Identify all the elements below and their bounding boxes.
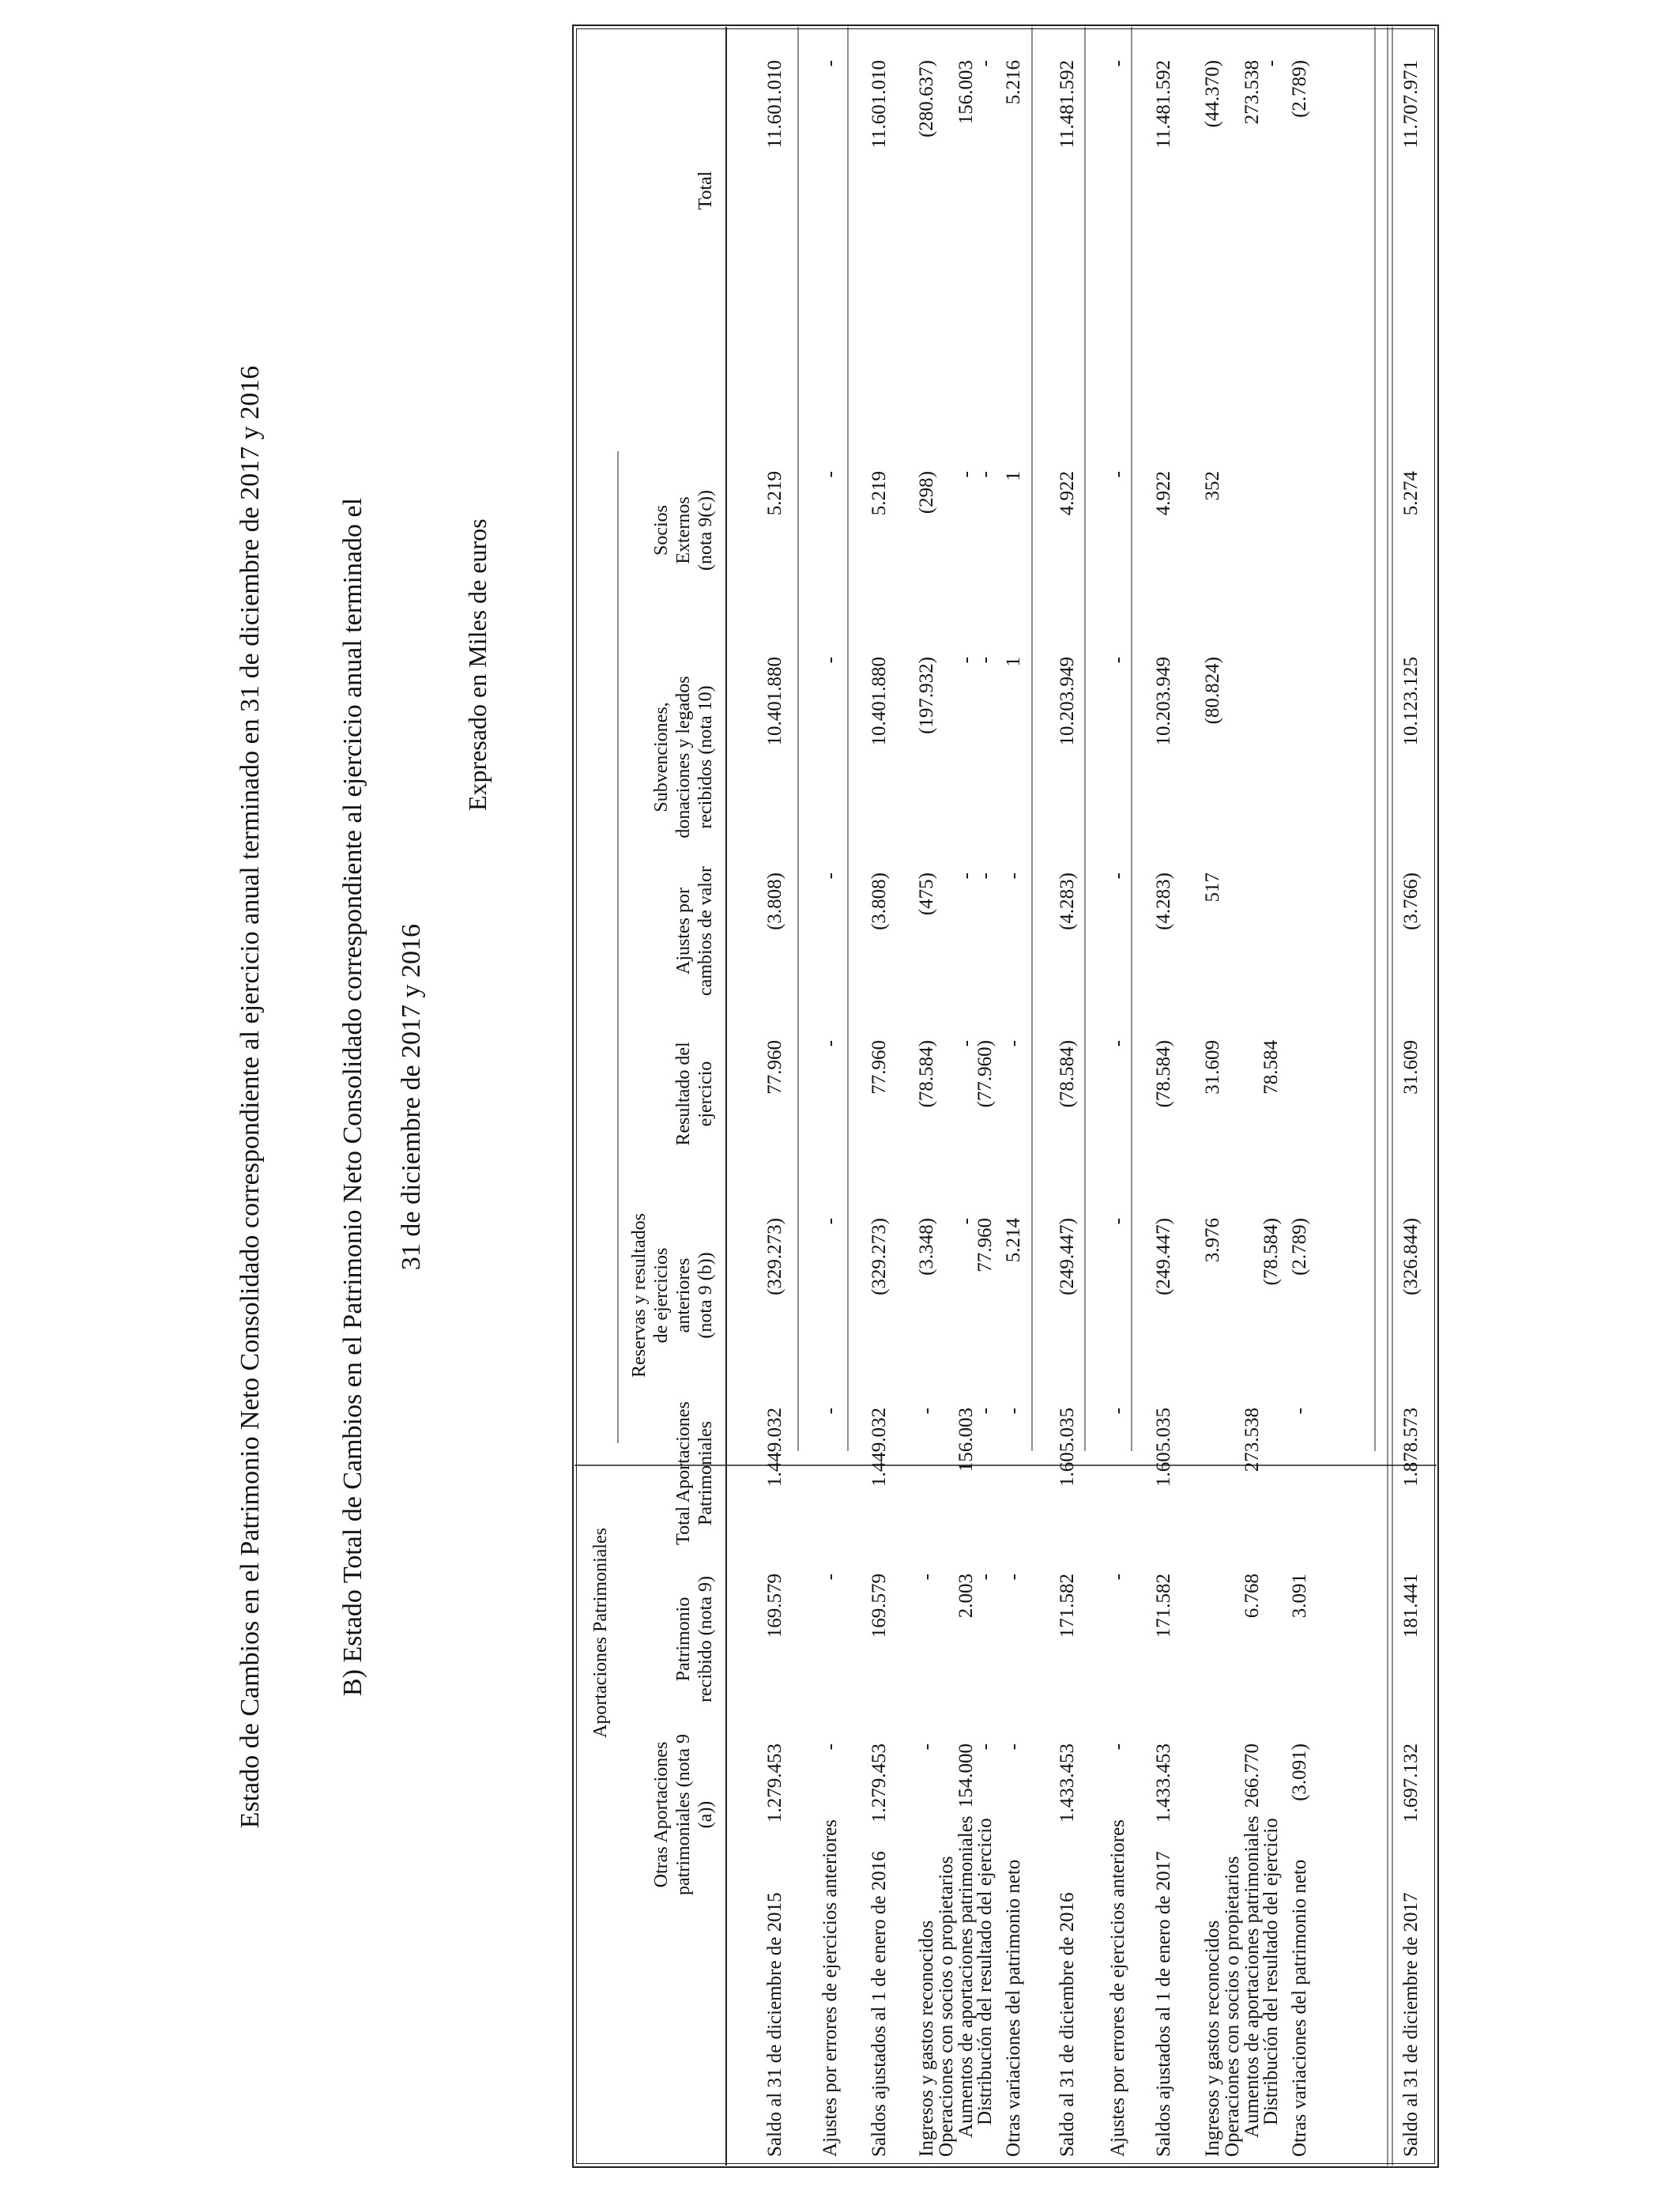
cell-value: - [974, 60, 996, 67]
cell-value: 1.279.453 [868, 1744, 890, 1823]
cell-value: 169.579 [868, 1574, 890, 1638]
cell-value: (78.584) [1057, 1040, 1078, 1108]
cell-value: - [1260, 60, 1282, 67]
row-label: Aumentos de aportaciones patrimoniales [955, 1815, 977, 2138]
cell-value: 3.976 [1202, 1218, 1223, 1263]
cell-value: (78.584) [916, 1040, 937, 1108]
cell-value: - [819, 1744, 841, 1751]
cell-value: 10.203.949 [1057, 657, 1078, 746]
cell-value: 77.960 [868, 1040, 890, 1095]
cell-value: - [819, 657, 841, 664]
cell-value: - [819, 60, 841, 67]
column-header-line: Externos [673, 496, 694, 564]
cell-value: - [819, 1218, 841, 1225]
row-label: Ingresos y gastos reconocidos [1202, 1920, 1223, 2157]
cell-value: - [974, 1744, 996, 1751]
cell-value: (3.766) [1400, 873, 1422, 930]
column-header-line: Patrimoniales [695, 1421, 716, 1525]
cell-value: - [955, 1218, 977, 1225]
cell-value: - [1107, 873, 1128, 880]
cell-value: (197.932) [916, 657, 937, 734]
cell-value: (280.637) [916, 60, 937, 138]
cell-value: (329.273) [868, 1218, 890, 1295]
cell-value: 156.003 [955, 1408, 977, 1472]
row-label: Saldo al 31 de diciembre de 2017 [1400, 1892, 1422, 2157]
cell-value: 1.433.453 [1153, 1744, 1174, 1823]
cell-value: 31.609 [1202, 1040, 1223, 1095]
column-header [672, 1378, 717, 1568]
cell-value: 11.707.971 [1400, 60, 1422, 149]
cell-value: - [1107, 1040, 1128, 1047]
cell-value: - [819, 471, 841, 478]
cell-value: - [819, 1040, 841, 1047]
cell-value: (326.844) [1400, 1218, 1422, 1295]
cell-value: - [819, 1574, 841, 1581]
cell-value: (3.808) [868, 873, 890, 930]
column-header [650, 435, 717, 625]
row-label: Operaciones con socios o propietarios [1222, 1856, 1243, 2157]
cell-value: - [1107, 1408, 1128, 1415]
cell-value: (2.789) [1289, 60, 1310, 118]
cell-value: - [1003, 1744, 1024, 1751]
cell-value: (4.283) [1057, 873, 1078, 930]
cell-value: (2.789) [1289, 1218, 1310, 1276]
column-header-line: Socios [651, 505, 672, 556]
column-header [672, 836, 717, 1026]
cell-value: - [1003, 1040, 1024, 1047]
row-label: Ajustes por errores de ejercicios anteriores [819, 1819, 841, 2157]
column-header-line: Subvenciones, [651, 702, 672, 812]
cell-value: - [974, 657, 996, 664]
column-header-line: Ajustes por [673, 888, 694, 974]
cell-value: 10.123.125 [1400, 657, 1422, 746]
cell-value: - [1107, 1218, 1128, 1225]
cell-value: 352 [1202, 471, 1223, 501]
column-header-line: Patrimonio [673, 1596, 694, 1682]
cell-value: - [1107, 1744, 1128, 1751]
cell-value: (80.824) [1202, 657, 1223, 725]
cell-value: 1.433.453 [1057, 1744, 1078, 1823]
cell-value: (475) [916, 873, 937, 916]
row-label: Saldo al 31 de diciembre de 2016 [1057, 1892, 1078, 2157]
cell-value: - [1107, 1574, 1128, 1581]
cell-value: 5.274 [1400, 471, 1422, 516]
cell-value: 3.091 [1289, 1574, 1310, 1619]
cell-value: - [819, 873, 841, 880]
column-header [650, 1720, 717, 1909]
cell-value: 6.768 [1241, 1574, 1263, 1619]
row-label: Aumentos de aportaciones patrimoniales [1241, 1815, 1263, 2138]
cell-value: (78.584) [1153, 1040, 1174, 1108]
cell-value: - [974, 873, 996, 880]
column-header-line: Reservas y resultados [629, 1213, 650, 1378]
cell-value: - [955, 471, 977, 478]
column-header-line: cambios de valor [695, 866, 716, 996]
document-date-line: 31 de diciembre de 2017 y 2016 [397, 923, 426, 1271]
cell-value: 4.922 [1153, 471, 1174, 516]
cell-value: 78.584 [1260, 1040, 1282, 1095]
row-label: Saldo al 31 de diciembre de 2015 [764, 1892, 785, 2157]
cell-value: (3.808) [764, 873, 785, 930]
cell-value: 1.279.453 [764, 1744, 785, 1823]
column-header [695, 96, 717, 285]
cell-value: 10.203.949 [1153, 657, 1174, 746]
column-header-line: (nota 9(c)) [695, 490, 716, 571]
row-label: Otras variaciones del patrimonio neto [1289, 1859, 1310, 2157]
cell-value: 266.770 [1241, 1744, 1263, 1808]
cell-value: 1.449.032 [868, 1408, 890, 1487]
document-subtitle: B) Estado Total de Cambios en el Patrimonio Neto Consolidado correspondiente al ejercicio anual terminado el [338, 497, 367, 1697]
cell-value: 2.003 [955, 1574, 977, 1619]
cell-value: (4.283) [1153, 873, 1174, 930]
cell-value: - [1003, 873, 1024, 880]
column-header-line: patrimoniales (nota 9 [673, 1734, 694, 1895]
cell-value: 11.481.592 [1057, 60, 1078, 149]
column-header-line: recibidos (nota 10) [695, 685, 716, 829]
cell-value: 169.579 [764, 1574, 785, 1638]
cell-value: - [916, 1574, 937, 1581]
column-header [672, 1544, 717, 1734]
cell-value: 156.003 [955, 60, 977, 125]
cell-value: - [974, 471, 996, 478]
cell-value: (78.584) [1260, 1218, 1282, 1286]
cell-value: 77.960 [974, 1218, 996, 1272]
column-header-line: Otras Aportaciones [651, 1741, 672, 1888]
row-label: Ajustes por errores de ejercicios anteriores [1107, 1819, 1128, 2157]
cell-value: 5.219 [868, 471, 890, 516]
row-label: Distribución del resultado del ejercicio [974, 1818, 996, 2125]
cell-value: - [955, 1040, 977, 1047]
cell-value: - [819, 1408, 841, 1415]
column-header-line: Resultado del [673, 1042, 694, 1146]
column-header-line: de ejercicios [651, 1247, 672, 1344]
cell-value: (44.370) [1202, 60, 1223, 128]
cell-value: 517 [1202, 873, 1223, 903]
cell-value: 1 [1003, 471, 1024, 481]
column-header [628, 1201, 717, 1390]
row-label: Saldos ajustados al 1 de enero de 2017 [1153, 1851, 1174, 2157]
column-header-line: (nota 9 (b)) [695, 1252, 716, 1339]
cell-value: 1.605.035 [1153, 1408, 1174, 1487]
column-header-line: donaciones y legados [673, 676, 694, 839]
cell-value: - [1003, 1574, 1024, 1581]
column-header-line: recibido (nota 9) [695, 1576, 716, 1702]
cell-value: 1.605.035 [1057, 1408, 1078, 1487]
cell-value: (249.447) [1057, 1218, 1078, 1295]
cell-value: - [1289, 1408, 1310, 1415]
cell-value: 171.582 [1153, 1574, 1174, 1638]
cell-value: 77.960 [764, 1040, 785, 1095]
cell-value: 273.538 [1241, 1408, 1263, 1472]
cell-value: 154.000 [955, 1744, 977, 1808]
cell-value: - [955, 657, 977, 664]
units-note: Expresado en Miles de euros [463, 518, 492, 811]
cell-value: 11.601.010 [868, 60, 890, 149]
cell-value: 1.449.032 [764, 1408, 785, 1487]
cell-value: 1.878.573 [1400, 1408, 1422, 1487]
cell-value: 10.401.880 [764, 657, 785, 746]
cell-value: (329.273) [764, 1218, 785, 1295]
column-header-line: Total [695, 171, 716, 210]
column-header [650, 662, 717, 852]
cell-value: 5.214 [1003, 1218, 1024, 1263]
column-header-line: anteriores [673, 1257, 694, 1333]
cell-value: 11.481.592 [1153, 60, 1174, 149]
cell-value: 5.219 [764, 471, 785, 516]
cell-value: (249.447) [1153, 1218, 1174, 1295]
cell-value: - [974, 1574, 996, 1581]
column-header-line: ejercicio [695, 1061, 716, 1127]
cell-value: (3.091) [1289, 1744, 1310, 1801]
cell-value: (298) [916, 471, 937, 515]
cell-value: - [955, 873, 977, 880]
cell-value: 1 [1003, 657, 1024, 667]
cell-value: 181.441 [1400, 1574, 1422, 1638]
cell-value: - [1107, 60, 1128, 67]
cell-value: 31.609 [1400, 1040, 1422, 1095]
cell-value: 171.582 [1057, 1574, 1078, 1638]
column-header-line: Total Aportaciones [673, 1401, 694, 1545]
document-title: Estado de Cambios en el Patrimonio Neto Consolidado correspondiente al ejercicio anual terminado en 31 de diciembre de 2017 y 2016 [235, 365, 265, 1829]
cell-value: - [916, 1744, 937, 1751]
column-header-line: (a)) [695, 1800, 716, 1829]
cell-value: 10.401.880 [868, 657, 890, 746]
cell-value: 4.922 [1057, 471, 1078, 516]
cell-value: (77.960) [974, 1040, 996, 1108]
cell-value: - [1107, 657, 1128, 664]
row-label: Operaciones con socios o propietarios [936, 1856, 957, 2157]
cell-value: 5.216 [1003, 60, 1024, 105]
cell-value: 11.601.010 [764, 60, 785, 149]
group-header-aportaciones: Aportaciones Patrimoniales [590, 1528, 611, 1738]
row-label: Saldos ajustados al 1 de enero de 2016 [868, 1851, 890, 2157]
row-label: Otras variaciones del patrimonio neto [1003, 1859, 1024, 2157]
row-label: Distribución del resultado del ejercicio [1260, 1818, 1282, 2125]
cell-value: 1.697.132 [1400, 1744, 1422, 1823]
row-label: Ingresos y gastos reconocidos [916, 1920, 937, 2157]
cell-value: - [974, 1408, 996, 1415]
cell-value: 273.538 [1241, 60, 1263, 125]
cell-value: - [1107, 471, 1128, 478]
cell-value: - [916, 1408, 937, 1415]
column-header [672, 999, 717, 1189]
cell-value: (3.348) [916, 1218, 937, 1276]
cell-value: - [1003, 1408, 1024, 1415]
